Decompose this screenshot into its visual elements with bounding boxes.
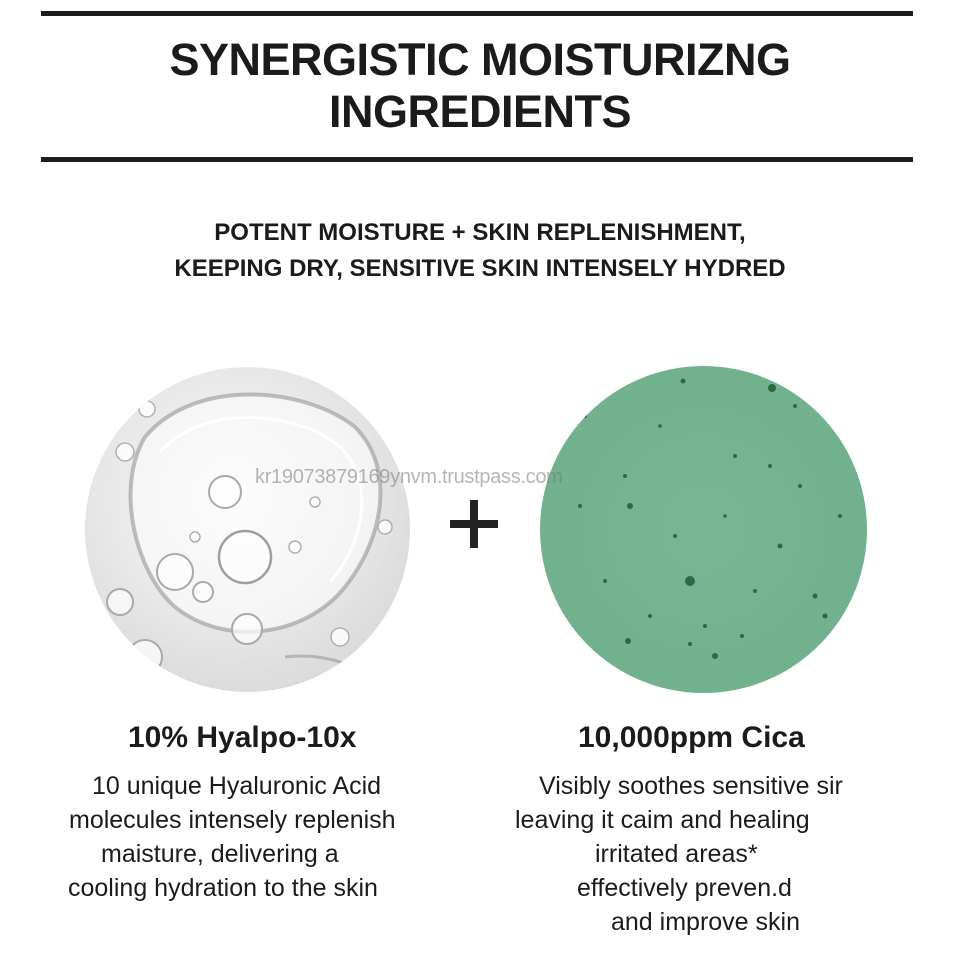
title-line-2: INGREDIENTS — [328, 86, 632, 137]
subtitle — [0, 215, 960, 287]
top-divider — [41, 11, 913, 16]
ingredient-description-hyaluronic — [0, 769, 500, 905]
hyaluronic-gel-image — [85, 367, 410, 692]
ingredient-name-hyaluronic: 10% Hyalpo-10x — [128, 721, 357, 754]
page-title — [0, 34, 960, 138]
description-line: molecules intensely replenish — [69, 806, 396, 834]
cica-gel-image — [540, 366, 867, 693]
ingredient-description-cica — [480, 769, 960, 939]
watermark-text: kr19073879169ynvm.trustpass.com — [255, 466, 563, 488]
description-line: irritated areas* — [595, 840, 758, 868]
description-line: maisture, delivering a — [101, 840, 339, 868]
subtitle-line-1: POTENT MOISTURE + SKIN REPLENISHMENT, — [214, 219, 746, 246]
bottom-divider — [41, 157, 913, 162]
ingredient-name-cica: 10,000ppm Cica — [578, 721, 805, 754]
plus-icon — [450, 500, 498, 548]
description-line: and improve skin — [611, 908, 800, 936]
description-line: effectively preven.d — [577, 874, 792, 902]
description-line: 10 unique Hyaluronic Acid — [92, 772, 382, 800]
description-line: Visibly soothes sensitive sir — [539, 772, 843, 800]
description-line: cooling hydration to the skin — [68, 874, 378, 902]
gel-bubbles-illustration — [85, 367, 410, 692]
subtitle-line-2: KEEPING DRY, SENSITIVE SKIN INTENSELY HYDRED — [174, 255, 786, 282]
cica-specks-illustration — [540, 366, 867, 693]
title-line-1: SYNERGISTIC MOISTURIZNG — [169, 34, 791, 85]
description-line: leaving it caim and healing — [515, 806, 810, 834]
